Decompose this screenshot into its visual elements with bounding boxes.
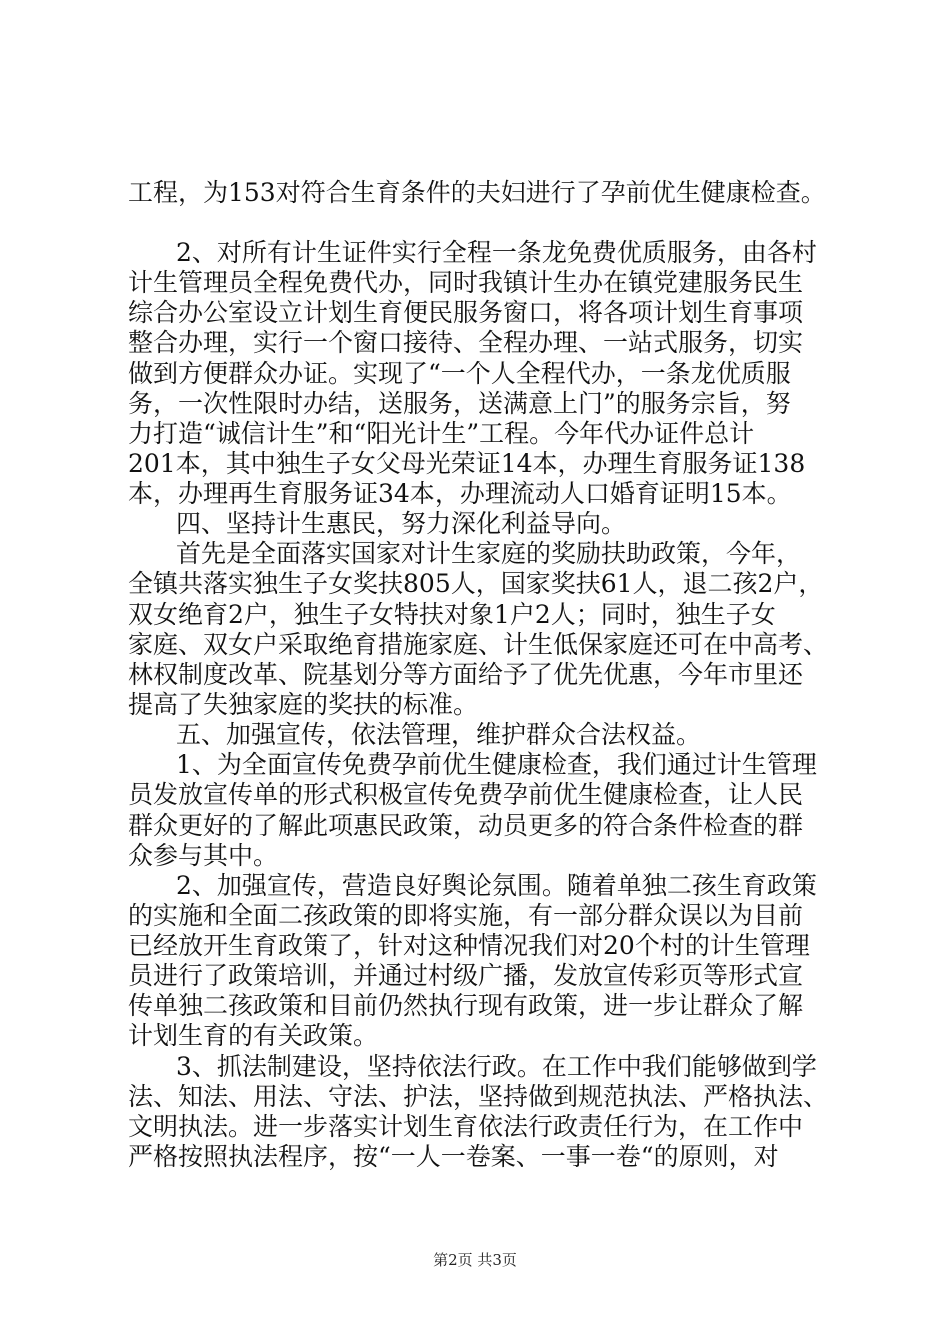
text-line: 务，一次性限时办结，送服务，送满意上门”的服务宗旨，努: [128, 389, 791, 418]
text-line: 的实施和全面二孩政策的即将实施，有一部分群众误以为目前: [128, 901, 804, 930]
text-line: 工程，为153对符合生育条件的夫妇进行了孕前优生健康检查。: [128, 178, 826, 207]
text-line: 提高了失独家庭的奖扶的标准。: [128, 690, 479, 719]
section-heading: 四、坚持计生惠民，努力深化利益导向。: [176, 509, 627, 538]
text-line: 文明执法。进一步落实计划生育依法行政责任行为，在工作中: [128, 1112, 804, 1141]
text-line: 2、对所有计生证件实行全程一条龙免费优质服务，由各村: [176, 238, 817, 267]
text-line: 家庭、双女户采取绝育措施家庭、计生低保家庭还可在中高考、: [128, 630, 829, 659]
text-line: 力打造“诚信计生”和“阳光计生”工程。今年代办证件总计: [128, 419, 755, 448]
text-line: 计生管理员全程免费代办，同时我镇计生办在镇党建服务民生: [128, 268, 804, 297]
text-line: 全镇共落实独生子女奖扶805人，国家奖扶61人，退二孩2户，: [128, 569, 824, 598]
text-line: 整合办理，实行一个窗口接待、全程办理、一站式服务，切实: [128, 328, 804, 357]
text-line: 2、加强宣传，营造良好舆论氛围。随着单独二孩生育政策: [176, 871, 817, 900]
text-line: 本，办理再生育服务证34本，办理流动人口婚育证明15本。: [128, 479, 792, 508]
text-line: 首先是全面落实国家对计生家庭的奖励扶助政策，今年，: [176, 539, 802, 568]
text-line: 1、为全面宣传免费孕前优生健康检查，我们通过计生管理: [176, 750, 817, 779]
text-line: 计划生育的有关政策。: [128, 1021, 379, 1050]
text-line: 员发放宣传单的形式积极宣传免费孕前优生健康检查，让人民: [128, 780, 804, 809]
text-line: 林权制度改革、院基划分等方面给予了优先优惠，今年市里还: [128, 660, 804, 689]
text-line: 众参与其中。: [128, 841, 279, 870]
text-line: 做到方便群众办证。实现了“一个人全程代办，一条龙优质服: [128, 359, 791, 388]
text-line: 严格按照执法程序，按“一人一卷案、一事一卷“的原则，对: [128, 1142, 779, 1171]
text-line: 双女绝育2户，独生子女特扶对象1户2人；同时，独生子女: [128, 600, 776, 629]
text-line: 法、知法、用法、守法、护法，坚持做到规范执法、严格执法、: [128, 1082, 829, 1111]
section-heading: 五、加强宣传，依法管理，维护群众合法权益。: [176, 720, 702, 749]
text-line: 综合办公室设立计划生育便民服务窗口，将各项计划生育事项: [128, 298, 804, 327]
text-line: 3、抓法制建设，坚持依法行政。在工作中我们能够做到学: [176, 1052, 817, 1081]
text-line: 群众更好的了解此项惠民政策，动员更多的符合条件检查的群: [128, 811, 804, 840]
page-footer: 第2页 共3页: [433, 1251, 517, 1269]
text-line: 传单独二孩政策和目前仍然执行现有政策，进一步让群众了解: [128, 991, 804, 1020]
text-line: 员进行了政策培训，并通过村级广播，发放宣传彩页等形式宣: [128, 961, 804, 990]
text-line: 201本，其中独生子女父母光荣证14本，办理生育服务证138: [128, 449, 806, 478]
text-line: 已经放开生育政策了，针对这种情况我们对20个村的计生管理: [128, 931, 810, 960]
